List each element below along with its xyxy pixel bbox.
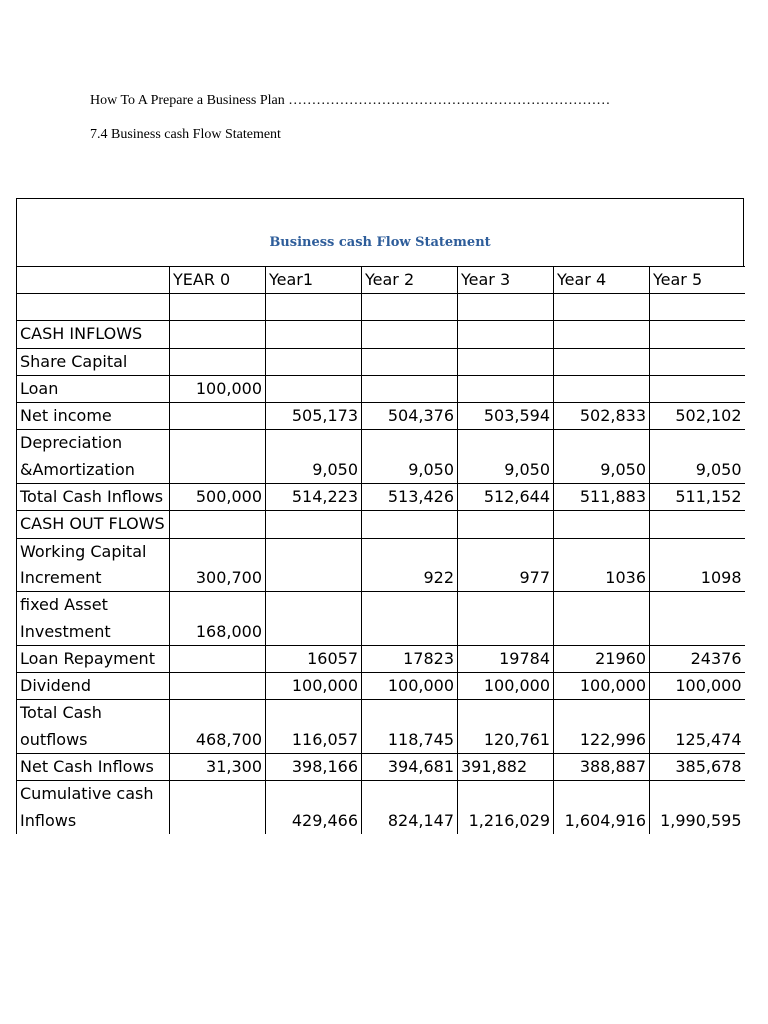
table-row	[17, 700, 745, 754]
row-label: Net Cash Inflows	[17, 754, 170, 781]
table-cell	[170, 348, 266, 375]
row-label: Working Capital Increment	[17, 538, 170, 592]
table-cell: 122,996	[554, 700, 650, 754]
column-header	[17, 267, 170, 294]
table-cell: 9,050	[266, 430, 362, 484]
table-cell: 1,216,029	[458, 781, 554, 834]
table-cell: 511,883	[554, 484, 650, 511]
table-cell	[266, 511, 362, 538]
table-cell	[170, 403, 266, 430]
row-label: fixed Asset Investment	[17, 592, 170, 646]
column-header: Year1	[266, 267, 362, 294]
table-cell: 1,604,916	[554, 781, 650, 834]
table-title: Business cash Flow Statement	[269, 235, 491, 250]
table-cell	[554, 294, 650, 321]
table-cell: 100,000	[266, 673, 362, 700]
table-row	[17, 781, 745, 834]
row-label: CASH OUT FLOWS	[17, 511, 170, 538]
table-row	[17, 511, 745, 538]
table-row	[17, 375, 745, 402]
table-cell: 468,700	[170, 700, 266, 754]
table-cell	[170, 645, 266, 672]
table-cell: 502,833	[554, 403, 650, 430]
table-cell: 511,152	[650, 484, 745, 511]
table-row	[17, 754, 745, 781]
table-cell: 116,057	[266, 700, 362, 754]
table-cell: 513,426	[362, 484, 458, 511]
row-label: Loan	[17, 375, 170, 402]
table-row	[17, 673, 745, 700]
table-row	[17, 430, 745, 484]
row-label: Loan Repayment	[17, 645, 170, 672]
row-label: Total Cash Inflows	[17, 484, 170, 511]
row-label: Net income	[17, 403, 170, 430]
cash-flow-table	[16, 266, 745, 834]
row-label: Share Capital	[17, 348, 170, 375]
table-row	[17, 321, 745, 348]
table-cell: 100,000	[650, 673, 745, 700]
table-cell	[458, 294, 554, 321]
table-cell: 1098	[650, 538, 745, 592]
table-cell	[458, 321, 554, 348]
table-cell	[650, 348, 745, 375]
table-row	[17, 294, 745, 321]
table-cell	[554, 321, 650, 348]
table-cell: 31,300	[170, 754, 266, 781]
table-cell	[362, 511, 458, 538]
table-cell: 125,474	[650, 700, 745, 754]
table-cell: 977	[458, 538, 554, 592]
table-cell	[554, 375, 650, 402]
table-cell: 100,000	[554, 673, 650, 700]
row-label: Total Cash outflows	[17, 700, 170, 754]
table-cell	[170, 321, 266, 348]
table-cell: 9,050	[362, 430, 458, 484]
table-cell	[362, 375, 458, 402]
section-title: 7.4 Business cash Flow Statement	[90, 127, 281, 142]
table-cell	[266, 592, 362, 646]
table-cell	[266, 538, 362, 592]
table-cell: 502,102	[650, 403, 745, 430]
table-row	[17, 645, 745, 672]
table-cell: 24376	[650, 645, 745, 672]
table-cell: 100,000	[170, 375, 266, 402]
row-label	[17, 294, 170, 321]
row-label: Depreciation &Amortization	[17, 430, 170, 484]
table-row	[17, 348, 745, 375]
table-cell	[362, 592, 458, 646]
column-header: Year 5	[650, 267, 745, 294]
table-cell	[650, 511, 745, 538]
table-cell: 1,990,595	[650, 781, 745, 834]
table-cell: 824,147	[362, 781, 458, 834]
table-cell	[554, 511, 650, 538]
table-cell	[362, 294, 458, 321]
table-cell	[458, 592, 554, 646]
table-header-row	[17, 267, 745, 294]
table-cell: 391,882	[458, 754, 554, 781]
row-label: Cumulative cash Inflows	[17, 781, 170, 834]
table-cell: 16057	[266, 645, 362, 672]
row-label: Dividend	[17, 673, 170, 700]
table-row	[17, 538, 745, 592]
table-cell: 21960	[554, 645, 650, 672]
table-cell	[458, 511, 554, 538]
table-row	[17, 484, 745, 511]
table-cell: 9,050	[554, 430, 650, 484]
table-cell	[266, 321, 362, 348]
table-row	[17, 403, 745, 430]
table-cell	[266, 348, 362, 375]
table-cell	[650, 592, 745, 646]
column-header: Year 2	[362, 267, 458, 294]
table-cell	[170, 430, 266, 484]
column-header: YEAR 0	[170, 267, 266, 294]
table-cell: 168,000	[170, 592, 266, 646]
table-cell	[458, 348, 554, 375]
table-cell: 120,761	[458, 700, 554, 754]
table-cell: 429,466	[266, 781, 362, 834]
table-cell	[362, 321, 458, 348]
table-cell	[266, 375, 362, 402]
table-cell: 512,644	[458, 484, 554, 511]
table-cell	[362, 348, 458, 375]
table-cell: 100,000	[362, 673, 458, 700]
table-cell	[650, 321, 745, 348]
table-cell: 394,681	[362, 754, 458, 781]
table-cell	[650, 375, 745, 402]
table-cell	[650, 294, 745, 321]
table-cell: 19784	[458, 645, 554, 672]
table-row	[17, 592, 745, 646]
table-cell: 388,887	[554, 754, 650, 781]
table-cell: 922	[362, 538, 458, 592]
table-cell	[554, 348, 650, 375]
table-cell: 398,166	[266, 754, 362, 781]
column-header: Year 4	[554, 267, 650, 294]
column-header: Year 3	[458, 267, 554, 294]
table-cell: 118,745	[362, 700, 458, 754]
table-cell: 300,700	[170, 538, 266, 592]
table-cell: 17823	[362, 645, 458, 672]
table-cell	[170, 781, 266, 834]
table-cell	[554, 592, 650, 646]
table-cell	[458, 375, 554, 402]
table-cell: 514,223	[266, 484, 362, 511]
table-cell: 385,678	[650, 754, 745, 781]
table-cell: 500,000	[170, 484, 266, 511]
table-cell: 503,594	[458, 403, 554, 430]
table-title-box	[16, 198, 744, 267]
table-cell	[170, 673, 266, 700]
table-cell	[266, 294, 362, 321]
table-cell: 9,050	[650, 430, 745, 484]
table-cell: 1036	[554, 538, 650, 592]
table-cell: 504,376	[362, 403, 458, 430]
table-cell: 9,050	[458, 430, 554, 484]
document-header: How To A Prepare a Business Plan ……………………………………………………………	[90, 93, 611, 108]
table-cell	[170, 294, 266, 321]
table-cell: 505,173	[266, 403, 362, 430]
table-cell	[170, 511, 266, 538]
row-label: CASH INFLOWS	[17, 321, 170, 348]
table-cell: 100,000	[458, 673, 554, 700]
